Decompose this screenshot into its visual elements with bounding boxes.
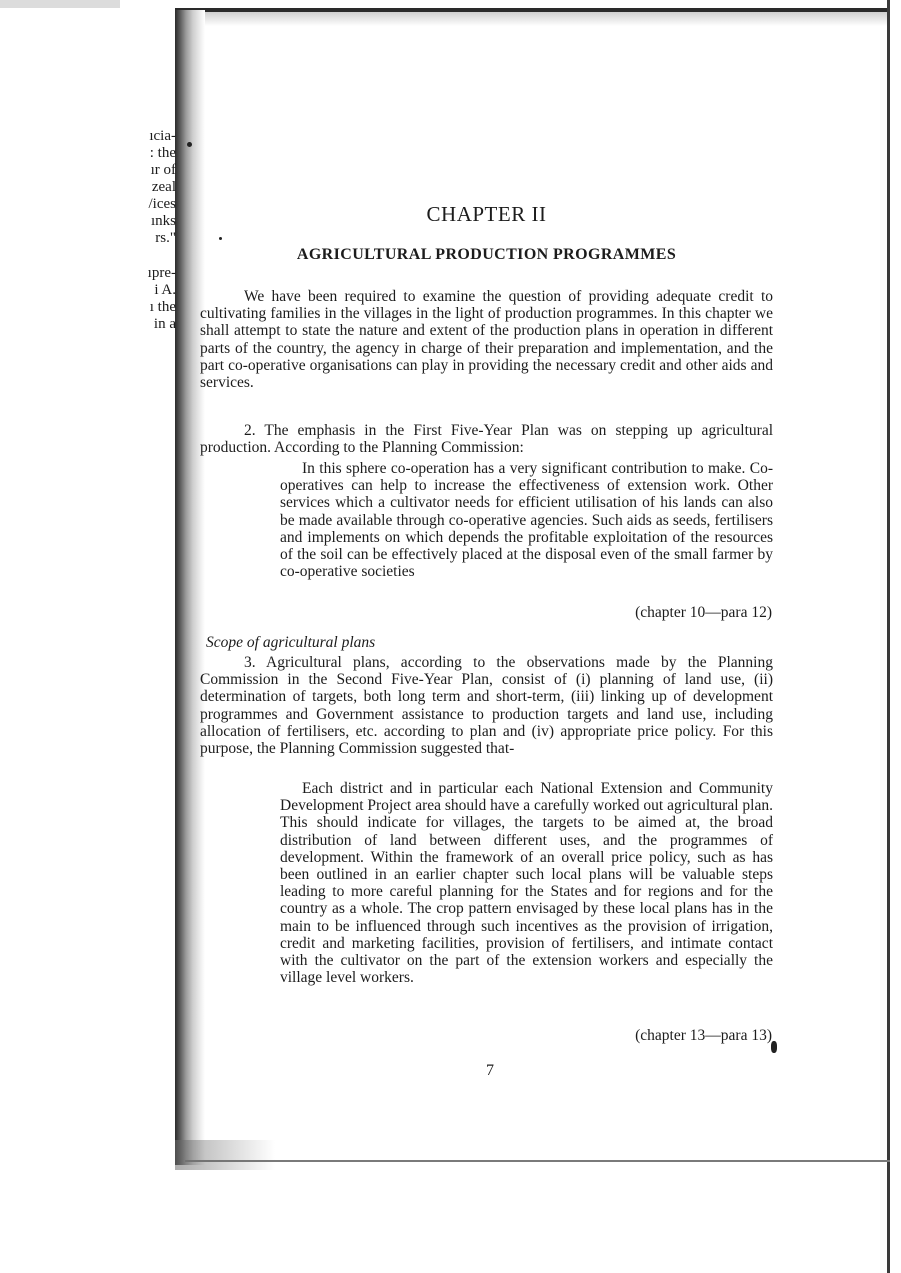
left-fragment: ır of xyxy=(150,162,176,178)
left-fragment: zeal xyxy=(151,179,176,195)
left-fragment: in a xyxy=(153,316,176,332)
scan-top-border xyxy=(0,0,120,8)
paragraph-2 xyxy=(200,422,773,456)
left-page-fragments xyxy=(128,128,176,333)
paragraph-3 xyxy=(200,654,773,757)
paragraph-2-text: 2. The emphasis in the First Five-Year Plan was on stepping up agricultural production. According to the Planning Commission: xyxy=(200,422,773,457)
quote-2 xyxy=(280,780,773,986)
left-fragment: ınks xyxy=(150,213,176,229)
paragraph-1-text: We have been required to examine the question of providing adequate credit to cultivating families in the villages in the light of production programmes. In this chapter we shall attempt to state the nature and extent of the production plans in operation in different parts of the country, the agency in charge of their preparation and implementation, and the part co-operative organisations can play in providing the necessary credit and other aids and services. xyxy=(200,288,773,392)
speck-mark xyxy=(187,142,192,147)
left-fragment: : the xyxy=(149,145,176,161)
book-binding-shadow xyxy=(175,10,205,1165)
page-right-edge xyxy=(887,0,890,1273)
paragraph-3-text: 3. Agricultural plans, according to the observations made by the Planning Commission in the Second Five-Year Plan, consist of (i) planning of land use, (ii) determination of targets, both long term and short-term, (iii) linking up of development programmes and Government assistance to production targets and land use, including allocation of fertilisers, etc. according to plan and (iv) appropriate price policy. For this purpose, the Planning Commission suggested that- xyxy=(200,654,773,758)
page-top-shadow xyxy=(175,12,890,26)
quote-1-text: In this sphere co-operation has a very significant contribution to make. Co-operatives can help to increase the effectiveness of extension work. Other services which a cultivator needs for efficient utilisation of his lands can also be made available through co-operative agencies. Such aids as seeds, fertilisers and implements on which depends the profitable exploitation of the resources of the soil can be effectively placed at the disposal even of the small farmer by co-operative societies xyxy=(280,460,773,581)
left-fragment: ı the xyxy=(149,299,176,315)
paragraph-3-block xyxy=(200,654,773,757)
left-fragment xyxy=(128,247,176,265)
paragraph-1-block xyxy=(200,288,773,391)
citation-1: (chapter 10—para 12) xyxy=(635,604,772,621)
left-fragment: rs." xyxy=(155,230,176,246)
section-title: AGRICULTURAL PRODUCTION PROGRAMMES xyxy=(296,246,677,263)
left-fragment: i A. xyxy=(154,282,176,298)
speck-mark xyxy=(219,237,222,240)
page-number: 7 xyxy=(486,1062,494,1079)
subheading-scope: Scope of agricultural plans xyxy=(206,634,376,651)
quote-1 xyxy=(280,460,773,580)
page-bottom-shadow xyxy=(175,1140,275,1170)
paragraph-2-block xyxy=(200,422,773,456)
left-fragment: ıpre- xyxy=(147,265,176,281)
chapter-title: CHAPTER II xyxy=(426,202,547,226)
page-bottom-edge xyxy=(185,1160,890,1162)
left-fragment: /ices xyxy=(148,196,176,212)
citation-2: (chapter 13—para 13) xyxy=(635,1027,772,1044)
quote-2-text: Each district and in particular each National Extension and Community Development Project area should have a carefully worked out agricultural plan. This should indicate for villages, the targets to be aimed at, the broad distribution of land between different uses, and the programmes of development. Within the framework of an overall price policy, such as has been outlined in an earlier chapter such local plans will be valuable steps leading to more careful planning for the States and for regions and for the country as a whole. The crop pattern envisaged by these local plans has in the main to be influenced through such incentives as the provision of irrigation, credit and marketing facilities, provision of fertilisers, and intimate contact with the cultivator on the part of the extension workers and especially the village level workers. xyxy=(280,780,773,987)
paragraph-1 xyxy=(200,288,773,391)
left-fragment: ıcia- xyxy=(149,128,176,144)
